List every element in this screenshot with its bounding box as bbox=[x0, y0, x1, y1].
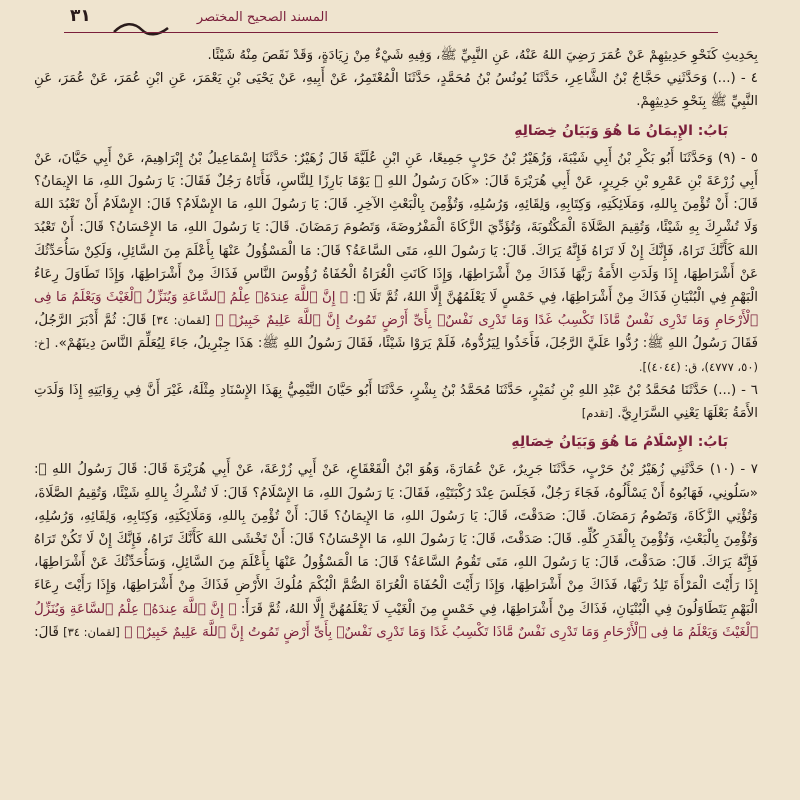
hadith-7-ending: قَالَ: bbox=[34, 624, 59, 640]
page-header bbox=[34, 0, 758, 44]
hadith-5-ending: قَالَ: ثُمَّ أَدْبَرَ الرَّجُلُ، فَقَالَ رَسُولُ اللهِ ﷺ: رُدُّوا عَلَيَّ الرَّجُلَ، فَأَخَذُوا لِيَرُدُّوهُ، فَلَمْ يَرَوْا شَيْئًا، فَقَالَ رَسُولُ اللهِ ﷺ: هَذَا جِبْرِيلُ، جَاءَ لِيُعَلِّمَ النَّاسَ دِينَهُمْ». bbox=[34, 313, 759, 352]
hadith-7 bbox=[34, 458, 758, 644]
chapter-heading-iman: بَابُ: الإِيمَانُ مَا هُوَ وَبَيَانُ خِصَالِهِ bbox=[514, 122, 728, 139]
header-rule bbox=[64, 32, 718, 33]
intro-line: بِحَدِيثِ كَنَحْوِ حَدِيثِهِمْ عَنْ عُمَرَ رَضِيَ اللهُ عَنْهُ، عَنِ النَّبِيِّ ﷺ، وَفِيهِ شَيْءٌ مِنْ زِيَادَةٍ، وَقَدْ نَقَصَ مِنْهُ شَيْئًا. bbox=[207, 48, 758, 63]
quran-ref-1: [لقمان: ٣٤] bbox=[151, 313, 210, 328]
hadith-6 bbox=[34, 379, 758, 425]
hadith-6-text: ٦ - (...) حَدَّثَنَا مُحَمَّدُ بْنُ عَبْدِ اللهِ بْنِ نُمَيْرٍ، حَدَّثَنَا مُحَمَّدُ بْنُ بِشْرٍ، حَدَّثَنَا أَبُو حَيَّانَ التَّيْمِيُّ بِهَذَا الإِسْنَادِ مِثْلَهُ، غَيْرَ أَنَّ فِي رِوَايَتِهِ إِذَا وَلَدَتِ الأَمَةُ بَعْلَهَا يَعْنِي السَّرَارِيَّ. bbox=[34, 382, 758, 422]
hadith-6-reference: [تقدم] bbox=[581, 406, 613, 421]
quran-verse-1: ﴿ إِنَّ ٱللَّهَ عِندَهُۥ عِلْمُ ٱلسَّاعَةِ وَيُنَزِّلُ ٱلْغَيْثَ وَيَعْلَمُ مَا فِى ٱلْأَرْحَامِ وَمَا تَدْرِى نَفْسٌ مَّاذَا تَكْسِبُ غَدًا وَمَا تَدْرِى نَفْسٌۢ بِأَىِّ أَرْضٍ تَمُوتُ إِنَّ ٱللَّهَ عَلِيمٌ خَبِيرٌۢ ﴾ bbox=[34, 290, 759, 329]
page-number: ٣١ bbox=[70, 6, 91, 26]
chapter-heading-islam: بَابُ: الإِسْلَامُ مَا هُوَ وَبَيَانُ خِصَالِهِ bbox=[511, 434, 728, 451]
page-body bbox=[34, 44, 758, 644]
hadith-5-text: ٥ - (٩) وَحَدَّثَنَا أَبُو بَكْرِ بْنُ أَبِي شَيْبَةَ، وَزُهَيْرُ بْنُ حَرْبٍ جَمِيعًا، عَنِ ابْنِ عُلَيَّةَ قَالَ زُهَيْرٌ: حَدَّثَنَا إِسْمَاعِيلُ بْنُ إِبْرَاهِيمَ، عَنْ أَبِي حَيَّانَ، عَنْ أَبِي زُرْعَةَ بْنِ عَمْرِو بْنِ جَرِيرٍ، عَنْ أَبِي هُرَيْرَةَ قَالَ: «كَانَ رَسُولُ اللهِ ﷺ يَوْمًا بَارِزًا لِلنَّاسِ، فَأَتَاهُ رَجُلٌ فَقَالَ: يَا رَسُولَ اللهِ، مَا الإِيمَانُ؟ قَالَ: أَنْ تُؤْمِنَ بِاللهِ، وَمَلَائِكَتِهِ، وَكِتَابِهِ، وَلِقَائِهِ، وَرُسُلِهِ، وَتُؤْمِنَ بِالْبَعْثِ الآخِرِ. قَالَ: يَا رَسُولَ اللهِ، مَا الإِسْلَامُ؟ قَالَ: الإِسْلَامُ أَنْ تَعْبُدَ اللهَ وَلَا تُشْرِكَ بِهِ شَيْئًا، وَتُقِيمَ الصَّلَاةَ الْمَكْتُوبَةَ، وَتُؤَدِّيَ الزَّكَاةَ الْمَفْرُوضَةَ، وَتَصُومَ رَمَضَانَ. قَالَ: يَا رَسُولَ اللهِ، مَا الإِحْسَانُ؟ قَالَ: أَنْ تَعْبُدَ اللهَ كَأَنَّكَ تَرَاهُ، فَإِنَّكَ إِنْ لَا تَرَاهُ فَإِنَّهُ يَرَاكَ. قَالَ: يَا رَسُولَ اللهِ، مَتَى السَّاعَةُ؟ قَالَ: مَا الْمَسْؤُولُ عَنْهَا بِأَعْلَمَ مِنَ السَّائِلِ، وَلَكِنْ سَأُحَدِّثُكَ عَنْ أَشْرَاطِهَا، إِذَا وَلَدَتِ الأَمَةُ رَبَّهَا فَذَاكَ مِنْ أَشْرَاطِهَا، وَإِذَا كَانَتِ الْعُرَاةُ الْحُفَاةُ رُؤُوسَ النَّاسِ فَذَاكَ مِنْ أَشْرَاطِهَا، وَإِذَا تَطَاوَلَ رِعَاءُ الْبَهْمِ فِي الْبُنْيَانِ فَذَاكَ مِنْ أَشْرَاطِهَا، فِي خَمْسٍ لَا يَعْلَمُهُنَّ إِلَّا اللهُ، ثُمَّ تَلَا ﷺ: bbox=[34, 150, 759, 306]
quran-verse-2: ﴿ إِنَّ ٱللَّهَ عِندَهُۥ عِلْمُ ٱلسَّاعَةِ وَيُنَزِّلُ ٱلْغَيْثَ وَيَعْلَمُ مَا فِى ٱلْأَرْحَامِ وَمَا تَدْرِى نَفْسٌ مَّاذَا تَكْسِبُ غَدًا وَمَا تَدْرِى نَفْسٌۢ بِأَىِّ أَرْضٍ تَمُوتُ إِنَّ ٱللَّهَ عَلِيمٌ خَبِيرٌۢ ﴾ bbox=[34, 601, 758, 640]
book-title: المسند الصحيح المختصر bbox=[196, 10, 328, 25]
quran-ref-2: [لقمان: ٣٤] bbox=[63, 624, 120, 639]
hadith-7-text: ٧ - (١٠) حَدَّثَنِي زُهَيْرُ بْنُ حَرْبٍ، حَدَّثَنَا جَرِيرٌ، عَنْ عُمَارَةَ، وَهُوَ ابْنُ الْقَعْقَاعِ، عَنْ أَبِي زُرْعَةَ، عَنْ أَبِي هُرَيْرَةَ قَالَ: قَالَ رَسُولُ اللهِ ﷺ: «سَلُونِي، فَهَابُوهُ أَنْ يَسْأَلُوهُ، فَجَاءَ رَجُلٌ، فَجَلَسَ عِنْدَ رُكْبَتَيْهِ، فَقَالَ: يَا رَسُولَ اللهِ، مَا الإِسْلَامُ؟ قَالَ: لَا تُشْرِكُ بِاللهِ شَيْئًا، وَتُقِيمُ الصَّلَاةَ، وَتُؤْتِي الزَّكَاةَ، وَتَصُومُ رَمَضَانَ. قَالَ: صَدَقْتَ، قَالَ: يَا رَسُولَ اللهِ، مَا الإِيمَانُ؟ قَالَ: أَنْ تُؤْمِنَ بِاللهِ، وَمَلَائِكَتِهِ، وَكِتَابِهِ، وَلِقَائِهِ، وَرُسُلِهِ، وَتُؤْمِنَ بِالْبَعْثِ، وَتُؤْمِنَ بِالْقَدَرِ كُلِّهِ. قَالَ: صَدَقْتَ، قَالَ: يَا رَسُولَ اللهِ، مَا الإِحْسَانُ؟ قَالَ: أَنْ تَخْشَى اللهَ كَأَنَّكَ تَرَاهُ، فَإِنَّكَ إِنْ لَا تَكُنْ تَرَاهُ فَإِنَّهُ يَرَاكَ. قَالَ: صَدَقْتَ، قَالَ: يَا رَسُولَ اللهِ، مَتَى تَقُومُ السَّاعَةُ؟ قَالَ: مَا الْمَسْؤُولُ عَنْهَا بِأَعْلَمَ مِنَ السَّائِلِ، وَسَأُحَدِّثُكَ عَنْ أَشْرَاطِهَا، إِذَا رَأَيْتَ الْمَرْأَةَ تَلِدُ رَبَّهَا، فَذَاكَ مِنْ أَشْرَاطِهَا، وَإِذَا رَأَيْتَ الْحُفَاةَ الْعُرَاةَ الصُّمَّ الْبُكْمَ مُلُوكَ الأَرْضِ فَذَاكَ مِنْ أَشْرَاطِهَا، وَإِذَا رَأَيْتَ رِعَاءَ الْبَهْمِ يَتَطَاوَلُونَ فِي الْبُنْيَانِ، فَذَاكَ مِنْ أَشْرَاطِهَا، فِي خَمْسٍ مِنَ الْغَيْبِ لَا يَعْلَمُهُنَّ إِلَّا اللهُ، ثُمَّ قَرَأَ: bbox=[34, 462, 759, 617]
hadith-5 bbox=[34, 147, 758, 379]
hadith-4: ٤ - (...) وَحَدَّثَنِي حَجَّاجُ بْنُ الشَّاعِرِ، حَدَّثَنَا يُونُسُ بْنُ مُحَمَّدٍ، حَدَّثَنَا الْمُعْتَمِرُ، عَنْ أَبِيهِ، عَنْ يَحْيَى بْنِ يَعْمَرَ، عَنِ ابْنِ عُمَرَ، عَنْ عُمَرَ، عَنِ النَّبِيِّ ﷺ بِنَحْوِ حَدِيثِهِمْ. bbox=[34, 71, 758, 110]
hadith-5-reference: [خ: (٥٠، ٤٧٧٧)، ق: (٤٠٤٤)]. bbox=[34, 336, 758, 374]
ornament-icon bbox=[112, 20, 170, 38]
